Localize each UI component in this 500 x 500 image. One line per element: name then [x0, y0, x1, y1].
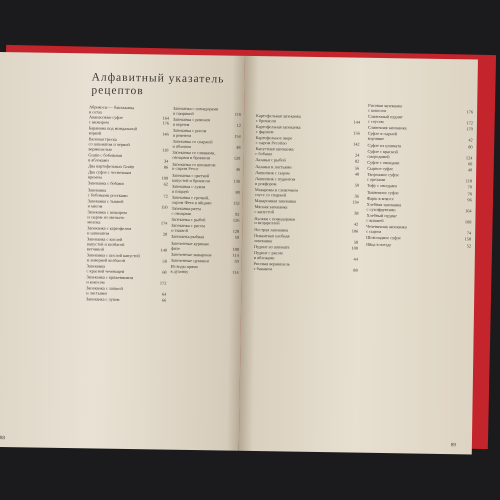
- index-entry: [86, 298, 166, 304]
- entry-title: Рисовая вермишель с бананом: [253, 261, 290, 272]
- entry-page: 92: [235, 211, 240, 217]
- entry-page: 28: [162, 231, 168, 237]
- entry-page: 58: [353, 239, 359, 245]
- entry-page: 34: [163, 158, 169, 164]
- entry-page: 42: [468, 137, 473, 143]
- entry-page: 68: [162, 269, 167, 275]
- title-line-2: рецептов: [91, 84, 144, 98]
- entry-page: 164 176: [162, 115, 170, 126]
- entry-title: Абрикосы — баклажаны в сотах Ананасовые суфле с инжиром: [88, 104, 135, 125]
- entry-title: Лапшевик с сыром: [255, 169, 290, 176]
- entry-page: 86: [163, 164, 169, 170]
- entry-page: 134: [352, 199, 359, 205]
- entry-page: 72: [163, 193, 168, 199]
- entry-page: 58: [162, 258, 167, 264]
- entry-title: Хлебная запеканка с сухофруктами: [366, 201, 402, 213]
- entry-page: 132: [233, 200, 240, 206]
- index-entry: [89, 105, 169, 126]
- entry-title: Лапшевик с пудингом и рокфором: [254, 176, 296, 187]
- index-entry: [87, 210, 167, 226]
- entry-page: 164: [465, 208, 472, 214]
- entry-page: 114: [232, 269, 239, 275]
- entry-title: Макаронная запеканка: [254, 198, 297, 204]
- entry-page: 118: [465, 178, 473, 184]
- entry-page: 64: [161, 291, 167, 297]
- entry-title: Запеканка с инжиром и сыром из овечьего молока: [87, 209, 127, 225]
- entry-title: Запеканка с тыквой и мясом: [87, 198, 124, 209]
- entry-title: Хлебный пудинг с вишней: [366, 212, 398, 224]
- index-column-4: [366, 104, 473, 250]
- entry-page: 46: [235, 167, 241, 173]
- left-page: [0, 52, 245, 451]
- entry-page: 106: [351, 228, 359, 234]
- entry-title: Картофельная запеканка с фаршем: [255, 124, 301, 135]
- entry-page: 170: [466, 126, 473, 132]
- index-entry: [254, 262, 358, 273]
- entry-page: 188: [232, 246, 239, 252]
- entry-title: Тофу с овощами: [366, 183, 397, 189]
- entry-title: Лазанья и листьями: [255, 163, 292, 170]
- entry-title: Баранина под миндальной коркой: [88, 125, 138, 136]
- entry-page: 120: [233, 156, 241, 162]
- entry-title: Фарш в кокосе: [366, 195, 394, 201]
- entry-title: Суфле с красной смородиной: [367, 148, 398, 159]
- entry-page: 144: [353, 119, 360, 125]
- entry-title: Пудинг с рисом и яблоками: [253, 250, 283, 261]
- entry-title: Сырное суфле: [367, 165, 394, 172]
- entry-title: Из воды прямо в духовку: [170, 263, 199, 275]
- entry-title: Суфле из шпината: [367, 142, 402, 148]
- index-entry: [171, 241, 239, 252]
- entry-page: 114: [232, 252, 239, 258]
- entry-title: Запеканка-ратта с овощами: [171, 205, 202, 216]
- index-column-1: [86, 105, 169, 305]
- page-number-left: 88: [0, 436, 5, 442]
- page-number-right: 89: [450, 443, 456, 449]
- entry-page: 172: [466, 120, 473, 126]
- entry-page: 60: [467, 161, 473, 167]
- entry-page: 38: [354, 210, 359, 217]
- entry-title: Запеканка с ревенем и корнем: [172, 116, 211, 127]
- index-entry: [172, 196, 240, 207]
- entry-page: 66: [161, 298, 167, 304]
- entry-page: 36: [354, 193, 359, 199]
- entry-page: 168: [464, 219, 472, 225]
- index-entry: [171, 207, 239, 218]
- entry-title: Запеканка с гречкой, сыром Фета и яйцами: [171, 194, 212, 206]
- entry-title: Запеканка с цветной капустой и брокколи: [171, 172, 210, 183]
- title-line-1: Алфавитный указатель: [91, 71, 225, 86]
- entry-title: Запеченные цуккини: [170, 257, 209, 264]
- entry-title: Запеканка с луком: [86, 296, 120, 303]
- entry-title: Запеканка с луком и пиццей: [171, 183, 206, 194]
- entry-page: 80: [468, 143, 473, 149]
- entry-title: Яйца в гнезде: [365, 241, 392, 247]
- entry-page: 146: [162, 131, 169, 137]
- entry-title: Рисовая запеканка с кокосом: [368, 102, 402, 113]
- entry-title: Ньокки с помидорами и моцареллой: [254, 215, 296, 226]
- entry-title: Суфле в сырной корзинке: [367, 131, 398, 142]
- entry-page: 116: [234, 111, 242, 117]
- index-entry: [172, 140, 240, 151]
- entry-page: 100: [161, 175, 169, 181]
- entry-title: Лазанья с рыбой: [255, 157, 286, 163]
- index-entry: [172, 162, 240, 173]
- entry-title: Сливочный пудинг с соусом: [367, 113, 403, 125]
- index-entry: [171, 265, 239, 276]
- entry-page: 156: [353, 130, 360, 136]
- entry-page: 124: [465, 154, 473, 161]
- entry-title: Запеканка со шпинатом и сыром Pecor: [172, 161, 216, 172]
- entry-page: 154: [234, 133, 241, 139]
- entry-page: 52: [466, 242, 472, 248]
- book-spread: [0, 52, 484, 455]
- entry-page: 158: [464, 236, 472, 242]
- entry-title: Запеканка с бобовыми ростками: [87, 187, 128, 198]
- entry-title: Картофельное пюре с сыром Pecorino: [255, 135, 293, 146]
- index-entry: [368, 132, 473, 143]
- index-entry: [172, 173, 240, 184]
- entry-page: 40: [354, 171, 360, 177]
- entry-title: Тыквенное суфле: [366, 189, 399, 195]
- entry-page: 140: [160, 247, 167, 253]
- entry-title: Сливочная запеканка: [367, 125, 407, 131]
- entry-title: Запеканка рыбная: [171, 234, 205, 240]
- entry-page: 56: [354, 165, 360, 171]
- entry-title: Вяленая треска со шпинатом и черной вермишелью: [88, 136, 130, 152]
- entry-page: 150: [161, 204, 168, 210]
- index-entry: [172, 151, 240, 162]
- index-entry: [173, 129, 241, 140]
- entry-page: 172: [159, 280, 167, 286]
- index-column-3: [254, 114, 360, 275]
- entry-page: 96: [467, 197, 472, 203]
- entry-page: 24: [355, 152, 360, 158]
- entry-title: Суфле с овощами: [367, 159, 400, 166]
- entry-title: Картофельная запеканка с брокколи: [255, 113, 301, 124]
- entry-page: 40: [467, 167, 473, 173]
- entry-title: Запеканка с помидорами и паприкой: [173, 105, 219, 116]
- entry-title: Запеканка с рыбой: [171, 216, 206, 223]
- entry-page: 110: [162, 147, 169, 153]
- index-column-2: [171, 107, 242, 277]
- entry-page: 74: [466, 230, 472, 236]
- entry-title: Запеканка с рисом и тыквой: [171, 223, 205, 234]
- entry-title: Запеканка со спаржей и яблоком: [172, 139, 213, 150]
- entry-title: Два суфле с чесночным кремом: [88, 169, 132, 180]
- entry-page: 48: [236, 144, 241, 151]
- entry-page: 70: [467, 184, 472, 190]
- entry-title: Запеканка с кряжевником и кокосом: [86, 274, 134, 285]
- entry-page: 42: [353, 222, 359, 228]
- entry-page: 176: [466, 109, 474, 115]
- entry-title: Творожное суфле с орехами: [367, 172, 399, 183]
- index-entry: [88, 188, 168, 199]
- entry-page: 88: [353, 267, 358, 273]
- entry-page: 100: [351, 245, 359, 251]
- entry-page: 126: [232, 217, 240, 223]
- entry-page: 136: [233, 178, 241, 184]
- index-entry: [173, 107, 241, 118]
- index-entry: [88, 199, 168, 210]
- entry-title: Запеканка с бобами: [87, 180, 124, 187]
- index-entry: [88, 137, 168, 153]
- entry-title: Запеченные куриные филе: [170, 240, 210, 251]
- entry-page: 62: [163, 182, 168, 188]
- index-entry: [87, 237, 167, 253]
- entry-title: Мясная запеканка с капустой: [254, 204, 288, 215]
- entry-title: Запеканка со сливками, овощами и брокколи: [172, 150, 216, 161]
- entry-title: Gratin с бобовыми в яблоками: [88, 152, 123, 163]
- entry-page: 174: [160, 220, 168, 226]
- entry-title: Капустная запеканка с бобами: [255, 146, 294, 157]
- entry-title: Пестрая запеканка: [254, 226, 289, 233]
- entry-title: Шоколадное суфле: [366, 235, 401, 241]
- entry-page: 82: [354, 159, 360, 165]
- entry-title: Макароны в сливочном соусе со спаржей: [254, 187, 298, 198]
- entry-title: Чечевичная запеканка с сыром: [366, 223, 407, 235]
- index-entry: [172, 184, 240, 195]
- entry-page: 78: [467, 190, 472, 196]
- entry-title: Запеканка с рисом и ревенем: [172, 127, 207, 139]
- entry-page: 50: [354, 182, 359, 188]
- entry-title: Пикантная хлебная запеканка: [254, 232, 290, 244]
- index-entry: [173, 118, 241, 129]
- entry-title: Запеканка с лапшой и листьями: [86, 285, 123, 296]
- entry-title: Запеканка с кислой капустой и колбасой ветчиной: [86, 236, 125, 252]
- entry-title: Два картофельных Gratin: [88, 163, 135, 170]
- entry-page: 30: [234, 258, 239, 264]
- entry-page: 142: [353, 141, 360, 147]
- page-title: [91, 71, 224, 99]
- index-entry: [171, 224, 239, 235]
- entry-page: 128: [232, 228, 240, 234]
- entry-title: Запеканка с картофелем и шпинатом: [87, 225, 132, 236]
- index-entry: [366, 242, 471, 249]
- entry-title: Запеченные макароны: [170, 251, 212, 258]
- index-entry: [254, 205, 358, 216]
- entry-page: 50: [234, 235, 240, 241]
- entry-page: 12: [236, 122, 241, 128]
- entry-page: 44: [353, 256, 358, 262]
- entry-title: Запеканка с красной чечевицей: [86, 263, 125, 275]
- entry-page: 80: [235, 189, 240, 195]
- entry-title: Пудинг из шпината: [253, 244, 290, 250]
- entry-title: Запеканка с кислой капустой и ливерной колбасой: [86, 252, 140, 263]
